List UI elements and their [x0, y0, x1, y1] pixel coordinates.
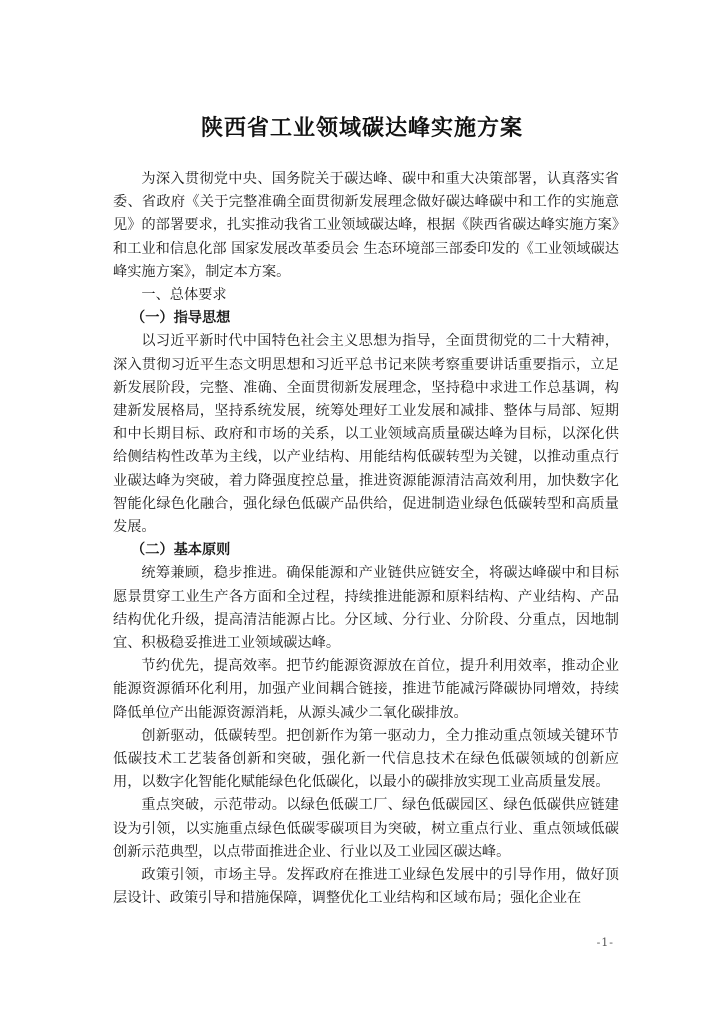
principle-paragraph-3: 创新驱动，低碳转型。把创新作为第一驱动力，全力推动重点领域关键环节低碳技术工艺装备创新和突破，强化新一代信息技术在绿色低碳领域的创新应用，以数字化智能化赋能绿色化低碳化，以最小的碳排放实现工业高质量发展。	[113, 727, 619, 791]
subsection-heading-basic-principles: （二）基本原则	[131, 542, 231, 559]
principle-paragraph-4: 重点突破，示范带动。以绿色低碳工厂、绿色低碳园区、绿色低碳供应链建设为引领，以实施重点绿色低碳零碳项目为突破，树立重点行业、重点领域低碳创新示范典型，以点带面推进企业、行业以及工业园区碳达峰。	[113, 797, 619, 860]
intro-paragraph: 为深入贯彻党中央、国务院关于碳达峰、碳中和重大决策部署，认真落实省委、省政府《关于完整准确全面贯彻新发展理念做好碳达峰碳中和工作的实施意见》的部署要求，扎实推动我省工业领域碳达峰，根据《陕西省碳达峰实施方案》和工业和信息化部 国家发展改革委员会 生态环境部三部委印发的《工业领域碳达峰实施方案》，制定本方案。	[113, 171, 619, 280]
guiding-ideology-paragraph: 以习近平新时代中国特色社会主义思想为指导，全面贯彻党的二十大精神，深入贯彻习近平生态文明思想和习近平总书记来陕考察重要讲话重要指示，立足新发展阶段，完整、准确、全面贯彻新发展理念，坚持稳中求进工作总基调，构建新发展格局，坚持系统发展，统筹处理好工业发展和减排、整体与局部、短期和中长期目标、政府和市场的关系，以工业领域高质量碳达峰为目标，以深化供给侧结构性改革为主线，以产业结构、用能结构低碳转型为关键，以推动重点行业碳达峰为突破，着力降强度控总量，推进资源能源清洁高效利用，加快数字化智能化绿色化融合，强化绿色低碳产品供给，促进制造业绿色低碳转型和高质量发展。	[113, 333, 619, 536]
document-body	[113, 168, 619, 911]
document-title: 陕西省工业领域碳达峰实施方案	[200, 116, 523, 141]
principle-paragraph-1: 统筹兼顾，稳步推进。确保能源和产业链供应链安全，将碳达峰碳中和目标愿景贯穿工业生产各方面和全过程，持续推进能源和原料结构、产业结构、产品结构优化升级，提高清洁能源占比。分区域、分行业、分阶段、分重点，因地制宜、积极稳妥推进工业领域碳达峰。	[113, 565, 619, 652]
subsection-heading-guiding-ideology: （一）指导思想	[131, 310, 231, 327]
principle-paragraph-5: 政策引领，市场主导。发挥政府在推进工业绿色发展中的引导作用，做好顶层设计、政策引导和措施保障，调整优化工业结构和区域布局；强化企业在	[113, 867, 619, 907]
section-heading-general-requirements: 一、总体要求	[141, 287, 227, 304]
principle-paragraph-2: 节约优先，提高效率。把节约能源资源放在首位，提升利用效率，推动企业能源资源循环化利用，加强产业间耦合链接，推进节能减污降碳协同增效，持续降低单位产出能源资源消耗，从源头减少二氧化碳排放。	[113, 658, 619, 721]
page-number: -1-	[596, 936, 614, 949]
